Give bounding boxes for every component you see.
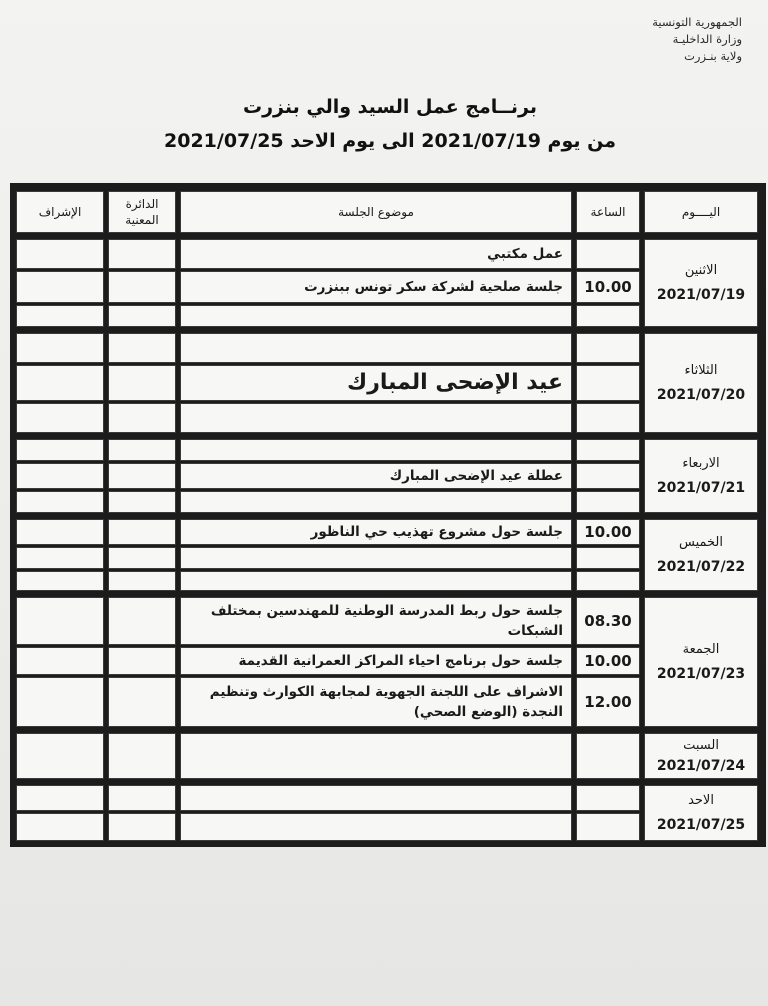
hour-cell: 10.00: [576, 519, 640, 545]
subject-cell: جلسة حول مشروع تهذيب حي الناظور: [180, 519, 572, 545]
supervision-cell: [16, 547, 104, 569]
col-header-supervision: الإشراف: [16, 191, 104, 233]
day-date: 2021/07/25: [656, 817, 746, 833]
day-cell-saturday: [644, 733, 758, 779]
supervision-cell: [16, 333, 104, 363]
day-date: 2021/07/23: [656, 666, 746, 682]
department-cell: [108, 439, 176, 461]
day-name: الثلاثاء: [684, 363, 718, 378]
department-cell: [108, 491, 176, 513]
hour-cell: [576, 813, 640, 841]
department-cell: [108, 271, 176, 303]
title-line-1: برنــامج عمل السيد والي بنزرت: [243, 96, 537, 118]
header-governorate: ولاية بنـزرت: [684, 49, 742, 63]
day-name: الاحد: [688, 793, 714, 808]
supervision-cell: [16, 439, 104, 461]
day-name: السبت: [683, 738, 719, 753]
hour-cell: [576, 403, 640, 433]
department-cell: [108, 519, 176, 545]
schedule-table: [10, 183, 766, 847]
department-cell: [108, 333, 176, 363]
supervision-cell: [16, 271, 104, 303]
col-header-hour: الساعة: [576, 191, 640, 233]
subject-cell: [180, 439, 572, 461]
supervision-cell: [16, 463, 104, 489]
day-name: الاربعاء: [682, 456, 720, 471]
hour-cell: 10.00: [576, 271, 640, 303]
department-cell: [108, 733, 176, 779]
supervision-cell: [16, 491, 104, 513]
header-republic: الجمهورية التونسية: [652, 15, 742, 29]
department-cell: [108, 647, 176, 675]
supervision-cell: [16, 733, 104, 779]
supervision-cell: [16, 677, 104, 727]
subject-cell: [180, 733, 572, 779]
supervision-cell: [16, 519, 104, 545]
day-name: الجمعة: [682, 642, 720, 657]
col-header-day: اليــــوم: [644, 191, 758, 233]
subject-cell: عمل مكتبي: [180, 239, 572, 269]
ministry-header: [582, 14, 742, 65]
subject-cell: [180, 785, 572, 811]
hour-cell: [576, 463, 640, 489]
subject-cell: [180, 403, 572, 433]
day-date: 2021/07/19: [656, 287, 746, 303]
department-cell: [108, 813, 176, 841]
department-cell: [108, 571, 176, 591]
hour-cell: [576, 365, 640, 401]
hour-cell: 10.00: [576, 647, 640, 675]
subject-cell: جلسة حول ربط المدرسة الوطنية للمهندسين بمختلف الشبكات: [180, 597, 572, 645]
hour-cell: [576, 239, 640, 269]
department-cell: [108, 365, 176, 401]
subject-cell: [180, 813, 572, 841]
subject-cell: [180, 333, 572, 363]
subject-cell: عطلة عيد الإضحى المبارك: [180, 463, 572, 489]
header-ministry: وزارة الداخليـة: [672, 32, 742, 46]
subject-cell: [180, 491, 572, 513]
supervision-cell: [16, 403, 104, 433]
day-cell-friday: [644, 597, 758, 727]
department-cell: [108, 547, 176, 569]
department-cell: [108, 597, 176, 645]
col-header-department: الدائرة المعنية: [108, 191, 176, 233]
department-cell: [108, 403, 176, 433]
supervision-cell: [16, 571, 104, 591]
day-cell-wednesday: [644, 439, 758, 513]
subject-cell: [180, 571, 572, 591]
supervision-cell: [16, 647, 104, 675]
department-cell: [108, 305, 176, 327]
hour-cell: 08.30: [576, 597, 640, 645]
hour-cell: [576, 785, 640, 811]
subject-cell: [180, 547, 572, 569]
hour-cell: [576, 305, 640, 327]
day-cell-sunday: [644, 785, 758, 841]
department-cell: [108, 677, 176, 727]
hour-cell: [576, 733, 640, 779]
day-cell-monday: [644, 239, 758, 327]
subject-cell: الاشراف على اللجنة الجهوية لمجابهة الكوارث وتنظيم النجدة (الوضع الصحي): [180, 677, 572, 727]
hour-cell: [576, 571, 640, 591]
supervision-cell: [16, 597, 104, 645]
page-title: [150, 90, 630, 158]
title-line-2: من يوم 2021/07/19 الى يوم الاحد 2021/07/25: [164, 130, 616, 152]
day-name: الاثنين: [684, 263, 718, 278]
supervision-cell: [16, 785, 104, 811]
day-name: الخميس: [679, 535, 723, 550]
day-cell-thursday: [644, 519, 758, 591]
subject-cell: جلسة صلحية لشركة سكر تونس ببنزرت: [180, 271, 572, 303]
subject-cell: جلسة حول برنامج احياء المراكز العمرانية القديمة: [180, 647, 572, 675]
col-header-subject: موضوع الجلسة: [180, 191, 572, 233]
supervision-cell: [16, 239, 104, 269]
supervision-cell: [16, 813, 104, 841]
supervision-cell: [16, 365, 104, 401]
hour-cell: [576, 491, 640, 513]
subject-cell: [180, 305, 572, 327]
subject-cell-holiday: عيد الإضحى المبارك: [180, 365, 572, 401]
day-date: 2021/07/20: [656, 387, 746, 403]
hour-cell: [576, 439, 640, 461]
department-cell: [108, 239, 176, 269]
hour-cell: [576, 547, 640, 569]
day-date: 2021/07/21: [656, 480, 746, 496]
supervision-cell: [16, 305, 104, 327]
day-date: 2021/07/24: [656, 758, 746, 774]
department-cell: [108, 463, 176, 489]
hour-cell: 12.00: [576, 677, 640, 727]
day-date: 2021/07/22: [656, 559, 746, 575]
day-cell-tuesday: [644, 333, 758, 433]
department-cell: [108, 785, 176, 811]
hour-cell: [576, 333, 640, 363]
